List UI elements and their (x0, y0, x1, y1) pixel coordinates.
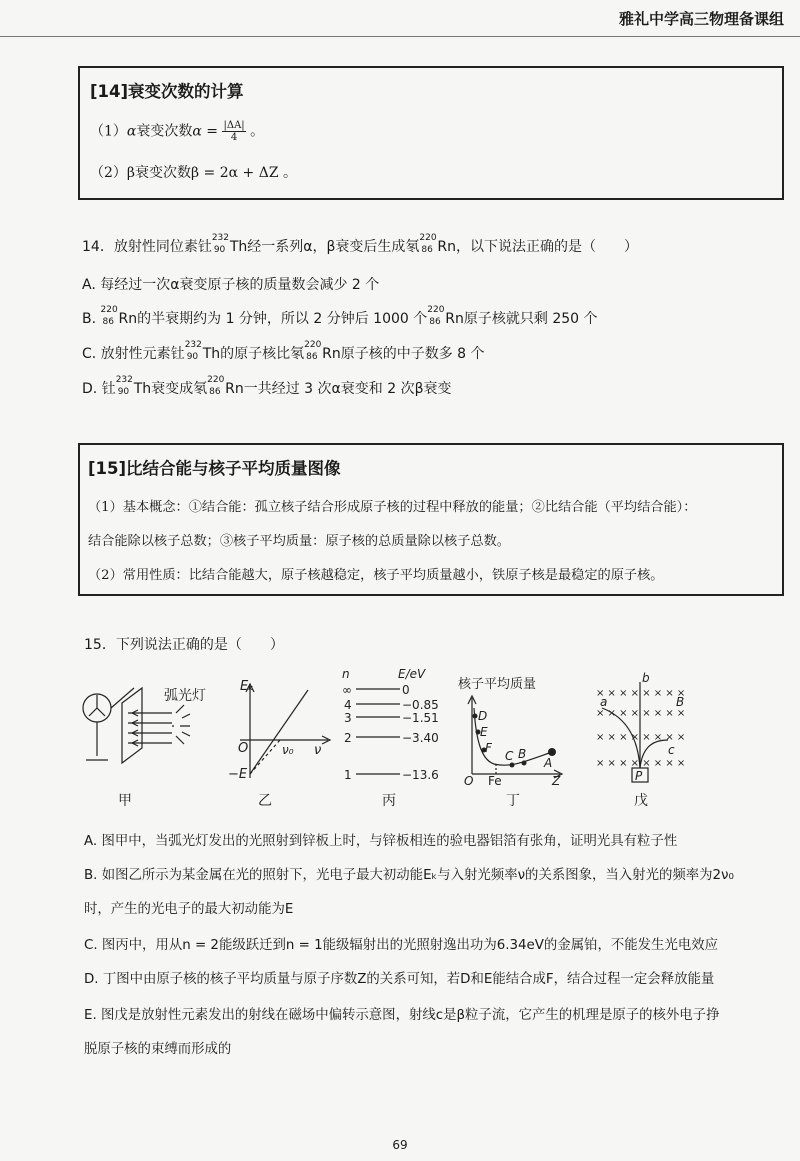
figure-jia (72, 668, 222, 778)
header-rule (0, 36, 800, 37)
box-14-line-1: （1）α衰变次数α = $\frac{|\Delta A|}{4}$ 。 (90, 120, 265, 143)
svg-text:× × × × × × × ×: × × × × × × × × (596, 688, 686, 699)
figure-ding-label: 丁 (506, 793, 520, 809)
ding-point-b: B (518, 747, 527, 761)
figure-yi (228, 678, 338, 788)
bing-unit: E/eV (398, 667, 426, 681)
bing-n: n (342, 667, 350, 681)
bing-n-4: 4 (344, 698, 352, 712)
bing-n-1: 1 (344, 768, 352, 782)
ding-point-c: C (505, 749, 514, 763)
ding-fe: Fe (488, 774, 502, 787)
svg-text:× × × × × × × ×: × × × × × × × × (596, 732, 686, 743)
ding-ylabel: 核子平均质量 (458, 677, 537, 692)
q15-option-a: A. 图甲中，当弧光灯发出的光照射到锌板上时，与锌板相连的验电器铝箔有张角，证明光具有粒子性 (84, 834, 678, 849)
header-title: 雅礼中学高三物理备课组 (618, 10, 784, 28)
q15-stem: 15．下列说法正确的是（ ） (84, 637, 284, 653)
yi-neg-e: −E (228, 767, 248, 782)
figure-yi-label: 乙 (258, 793, 272, 809)
yi-nu0: ν₀ (282, 743, 294, 757)
q15-option-b-line-2: 时，产生的光电子的最大初动能为E (84, 902, 294, 917)
q15-option-d: D. 丁图中由原子核的核子平均质量与原子序数Z的关系可知，若D和E能结合成F，结合过程一定会释放能量 (84, 972, 715, 987)
q14-option-a: A. 每经过一次α衰变原子核的质量数会减少 2 个 (82, 277, 380, 293)
wu-b-ray: b (642, 671, 650, 685)
q15-option-c: C. 图丙中，用从n = 2能级跃迁到n = 1能级辐射出的光照射逸出功为6.34eV的金属铂，不能发生光电效应 (84, 938, 719, 953)
box-14-line-2: （2）β衰变次数β = 2α + ΔZ 。 (90, 165, 298, 181)
figure-bing (336, 664, 456, 782)
figure-ding (452, 672, 572, 787)
yi-o: O (238, 741, 249, 756)
ding-point-d: D (478, 709, 488, 723)
q15-option-e-line-1: E. 图戊是放射性元素发出的射线在磁场中偏转示意图，射线c是β粒子流，它产生的机理是原子的核外电子挣 (84, 1008, 720, 1023)
bing-e-4: −0.85 (402, 698, 439, 712)
q14-option-c: C. 放射性元素钍 232 90 Th的原子核比氡 220 86 Rn原子核的中子数多 8 个 (82, 340, 485, 362)
q14-option-d: D. 钍 232 90 Th衰变成氡 220 86 Rn一共经过 3 次α衰变和 2 次β衰变 (82, 375, 452, 397)
ding-point-a: A (544, 756, 553, 770)
bing-e-inf: 0 (402, 683, 410, 697)
lamp-label: 弧光灯 (164, 688, 206, 704)
wu-p: P (635, 769, 643, 783)
q15-option-b-line-1: B. 如图乙所示为某金属在光的照射下，光电子最大初动能Eₖ与入射光频率ν的关系图象，当入射光的频率为2ν₀ (84, 868, 734, 883)
ding-point-f: F (485, 741, 492, 755)
box-15-line-2: 结合能除以核子总数；③核子平均质量：原子核的总质量除以核子总数。 (88, 534, 510, 549)
bing-n-3: 3 (344, 711, 352, 725)
ding-z: Z (552, 774, 561, 787)
wu-a-ray: a (600, 695, 608, 709)
ding-point-e: E (480, 725, 488, 739)
box-15-title: [15]比结合能与核子平均质量图像 (88, 459, 341, 478)
q14-option-b: B. 220 86 Rn的半衰期约为 1 分钟，所以 2 分钟后 1000 个 220 86 Rn原子核就只剩 250 个 (82, 305, 598, 327)
q14-stem: 14．放射性同位素钍 232 90 Th经一系列α，β衰变后生成氡 220 86 Rn，以下说法正确的是（ ） (82, 233, 639, 255)
bing-e-1: −13.6 (402, 768, 439, 782)
figure-wu (588, 670, 698, 788)
bing-e-2: −3.40 (402, 731, 439, 745)
figure-jia-label: 甲 (118, 793, 132, 809)
bing-n-2: 2 (344, 731, 352, 745)
yi-nu: ν (314, 743, 322, 758)
wu-field-b: B (676, 695, 685, 709)
figure-bing-label: 丙 (382, 793, 396, 809)
box-14-title: [14]衰变次数的计算 (90, 82, 244, 101)
svg-text:× × × × × × × ×: × × × × × × × × (596, 758, 686, 769)
bing-e-3: −1.51 (402, 711, 439, 725)
box-15-line-3: （2）常用性质：比结合能越大，原子核越稳定，核子平均质量越小，铁原子核是最稳定的原子核。 (88, 568, 664, 583)
svg-text:× × × × × × × ×: × × × × × × × × (596, 708, 686, 719)
wu-c-ray: c (668, 743, 675, 757)
yi-ek: Eₖ (240, 679, 254, 694)
fraction: $\frac{|\Delta A|}{4}$ (223, 120, 245, 143)
figure-wu-label: 戊 (634, 793, 648, 809)
q15-option-e-line-2: 脱原子核的束缚而形成的 (84, 1042, 232, 1057)
box-15-line-1: （1）基本概念：①结合能：孤立核子结合形成原子核的过程中释放的能量；②比结合能（平均结合能）： (88, 500, 697, 515)
bing-n-inf: ∞ (342, 683, 352, 697)
ding-o: O (464, 774, 474, 787)
page-number: 69 (392, 1138, 408, 1152)
